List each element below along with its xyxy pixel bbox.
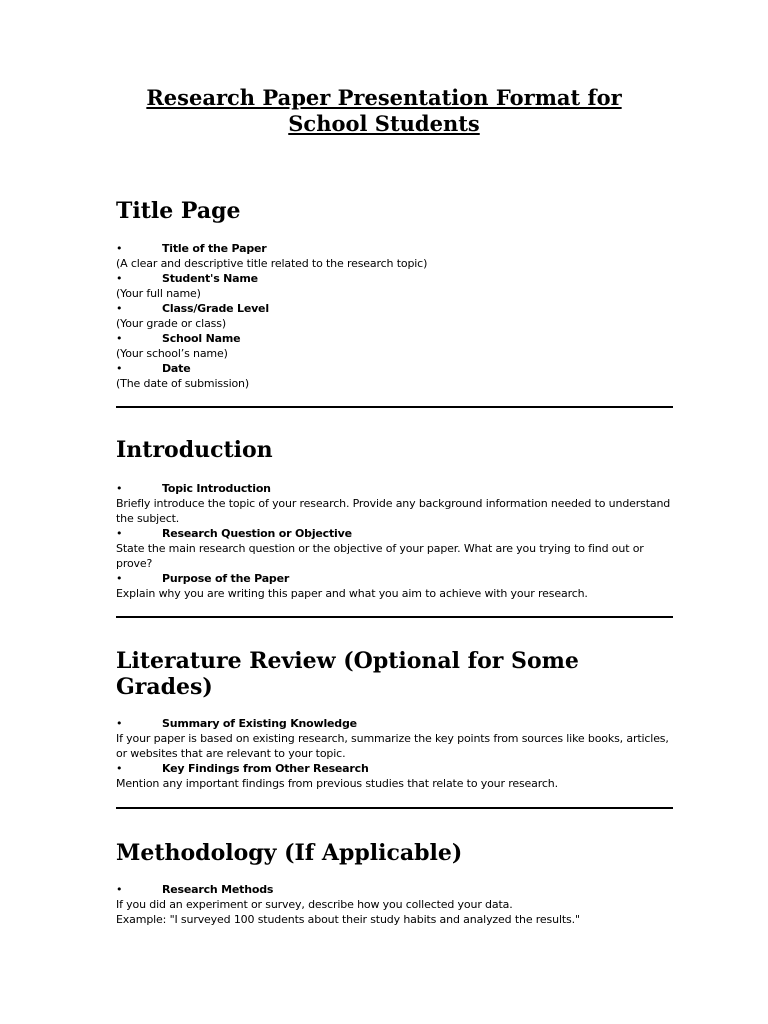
section-heading-introduction: Introduction (116, 437, 273, 463)
bullet-icon: • (116, 527, 123, 540)
section-heading-literature-review (116, 648, 676, 700)
bullet-icon: • (116, 362, 123, 375)
document-title-line-2: School Students (288, 111, 480, 136)
list-item-label: • Class/Grade Level (116, 302, 269, 315)
list-item-description: State the main research question or the objective of your paper. What are you trying to find out or prove? (116, 542, 644, 570)
list-item-description: Mention any important findings from previous studies that relate to your research. (116, 777, 558, 790)
list-item-description: Briefly introduce the topic of your research. Provide any background information needed to understand the subject. (116, 497, 671, 525)
section-heading-line-1: Literature Review (Optional for Some (116, 648, 579, 674)
list-item-label: • Summary of Existing Knowledge (116, 717, 357, 730)
list-item-label: • School Name (116, 332, 241, 345)
section-divider (116, 406, 673, 408)
section-items-title-page (116, 241, 676, 391)
section-heading-methodology: Methodology (If Applicable) (116, 840, 463, 866)
list-item-label: • Purpose of the Paper (116, 572, 290, 585)
section-divider (116, 807, 673, 809)
bullet-icon: • (116, 883, 123, 896)
list-item-label: • Student's Name (116, 272, 258, 285)
bullet-icon: • (116, 717, 123, 730)
list-item-label: • Topic Introduction (116, 482, 271, 495)
bullet-icon: • (116, 242, 123, 255)
bullet-icon: • (116, 572, 123, 585)
list-item-example: Example: "I surveyed 100 students about their study habits and analyzed the results." (116, 913, 580, 926)
list-item-description: (A clear and descriptive title related to the research topic) (116, 257, 428, 270)
list-item-description: Explain why you are writing this paper and what you aim to achieve with your research. (116, 587, 588, 600)
bullet-icon: • (116, 762, 123, 775)
list-item-label: • Date (116, 362, 191, 375)
bullet-icon: • (116, 302, 123, 315)
bullet-icon: • (116, 482, 123, 495)
section-divider (116, 616, 673, 618)
list-item-description: (Your full name) (116, 287, 201, 300)
list-item-description: If you did an experiment or survey, describe how you collected your data. (116, 898, 513, 911)
list-item-description: (Your grade or class) (116, 317, 226, 330)
list-item-description: If your paper is based on existing research, summarize the key points from sources like books, articles, or websites that are relevant to your topic. (116, 732, 669, 760)
section-items-introduction (116, 481, 676, 601)
section-heading-title-page: Title Page (116, 198, 241, 224)
section-heading-line-2: Grades) (116, 674, 213, 700)
list-item-description: (Your school’s name) (116, 347, 228, 360)
bullet-icon: • (116, 332, 123, 345)
list-item-label: • Key Findings from Other Research (116, 762, 369, 775)
bullet-icon: • (116, 272, 123, 285)
list-item-label: • Title of the Paper (116, 242, 267, 255)
list-item-label: • Research Methods (116, 883, 274, 896)
section-items-literature-review (116, 716, 676, 791)
section-items-methodology (116, 882, 676, 927)
list-item-label: • Research Question or Objective (116, 527, 352, 540)
list-item-description: (The date of submission) (116, 377, 250, 390)
document-title (100, 85, 668, 137)
document-title-line-1: Research Paper Presentation Format for (146, 85, 622, 110)
